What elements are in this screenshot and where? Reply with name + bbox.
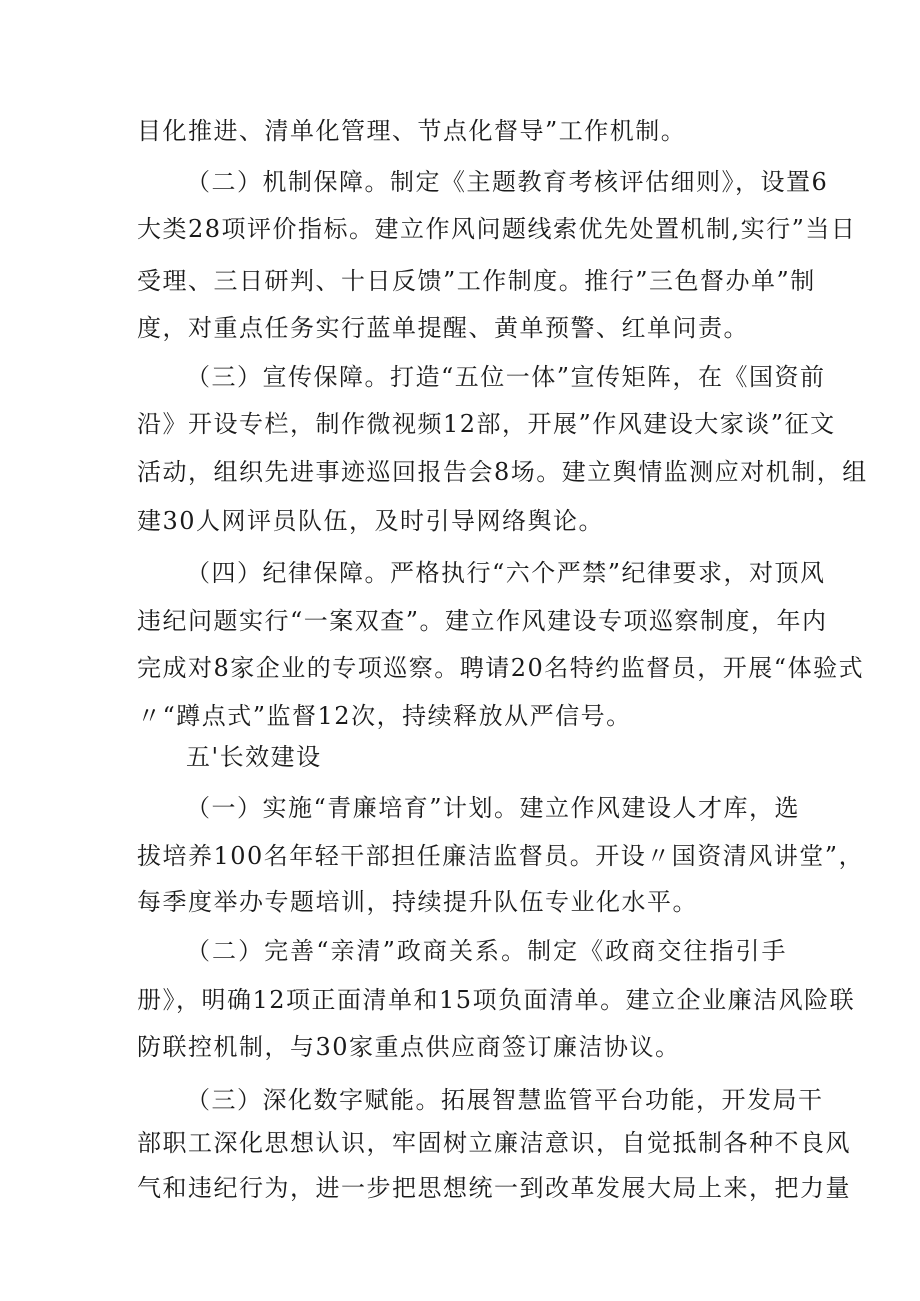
text-line-2: （二）机制保障。制定《主题教育考核评估细则》，设置6 [186, 168, 829, 196]
text-line-20: 防联控机制，与30家重点供应商签订廉洁协议。 [137, 1033, 681, 1061]
text-line-17: 每季度举办专题培训，持续提升队伍专业化水平。 [137, 888, 698, 916]
text-line-11: 违纪问题实行“一案双查”。建立作风建设专项巡察制度，年内 [137, 607, 828, 635]
text-line-10: （四）纪律保障。严格执行“六个严禁”纪律要求，对顶风 [186, 559, 826, 587]
text-line-7: 沿》开设专栏，制作微视频12部，开展”作风建设大家谈”征文 [137, 410, 836, 438]
text-line-4: 受理、三日研判、十日反馈”工作制度。推行”三色督办单”制 [137, 267, 816, 295]
text-line-12: 完成对8家企业的专项巡察。聘请20名特约监督员，开展“体验式 [137, 654, 865, 682]
text-line-21: （三）深化数字赋能。拓展智慧监管平台功能，开发局干 [186, 1086, 824, 1114]
text-line-16: 拔培养100名年轻干部担任廉洁监督员。开设〃国资清风讲堂”， [137, 842, 865, 870]
text-line-15: （一）实施“青廉培育”计划。建立作风建设人才库，选 [186, 794, 801, 822]
text-line-6: （三）宣传保障。打造“五位一体”宣传矩阵，在《国资前 [186, 363, 826, 391]
text-line-9: 建30人网评员队伍，及时引导网络舆论。 [137, 507, 605, 535]
text-line-1: 目化推进、清单化管理、节点化督导”工作机制。 [137, 117, 687, 145]
text-line-3: 大类28项评价指标。建立作风问题线索优先处置机制,实行”当日 [137, 215, 857, 243]
text-line-5: 度，对重点任务实行蓝单提醒、黄单预警、红单问责。 [137, 314, 749, 342]
text-line-8: 活动，组织先进事迹巡回报告会8场。建立舆情监测应对机制，组 [137, 458, 868, 486]
section-heading: 五'长效建设 [186, 743, 322, 771]
text-line-23: 气和违纪行为，进一步把思想统一到改革发展大局上来，把力量 [137, 1174, 851, 1202]
text-line-19: 册》，明确12项正面清单和15项负面清单。建立企业廉洁风险联 [137, 986, 856, 1014]
text-line-18: （二）完善“亲清”政商关系。制定《政商交往指引手 [186, 937, 787, 965]
text-line-13: 〃“蹲点式”监督12次，持续释放从严信号。 [137, 702, 632, 730]
text-line-22: 部职工深化思想认识，牢固树立廉洁意识，自觉抵制各种不良风 [137, 1129, 851, 1157]
